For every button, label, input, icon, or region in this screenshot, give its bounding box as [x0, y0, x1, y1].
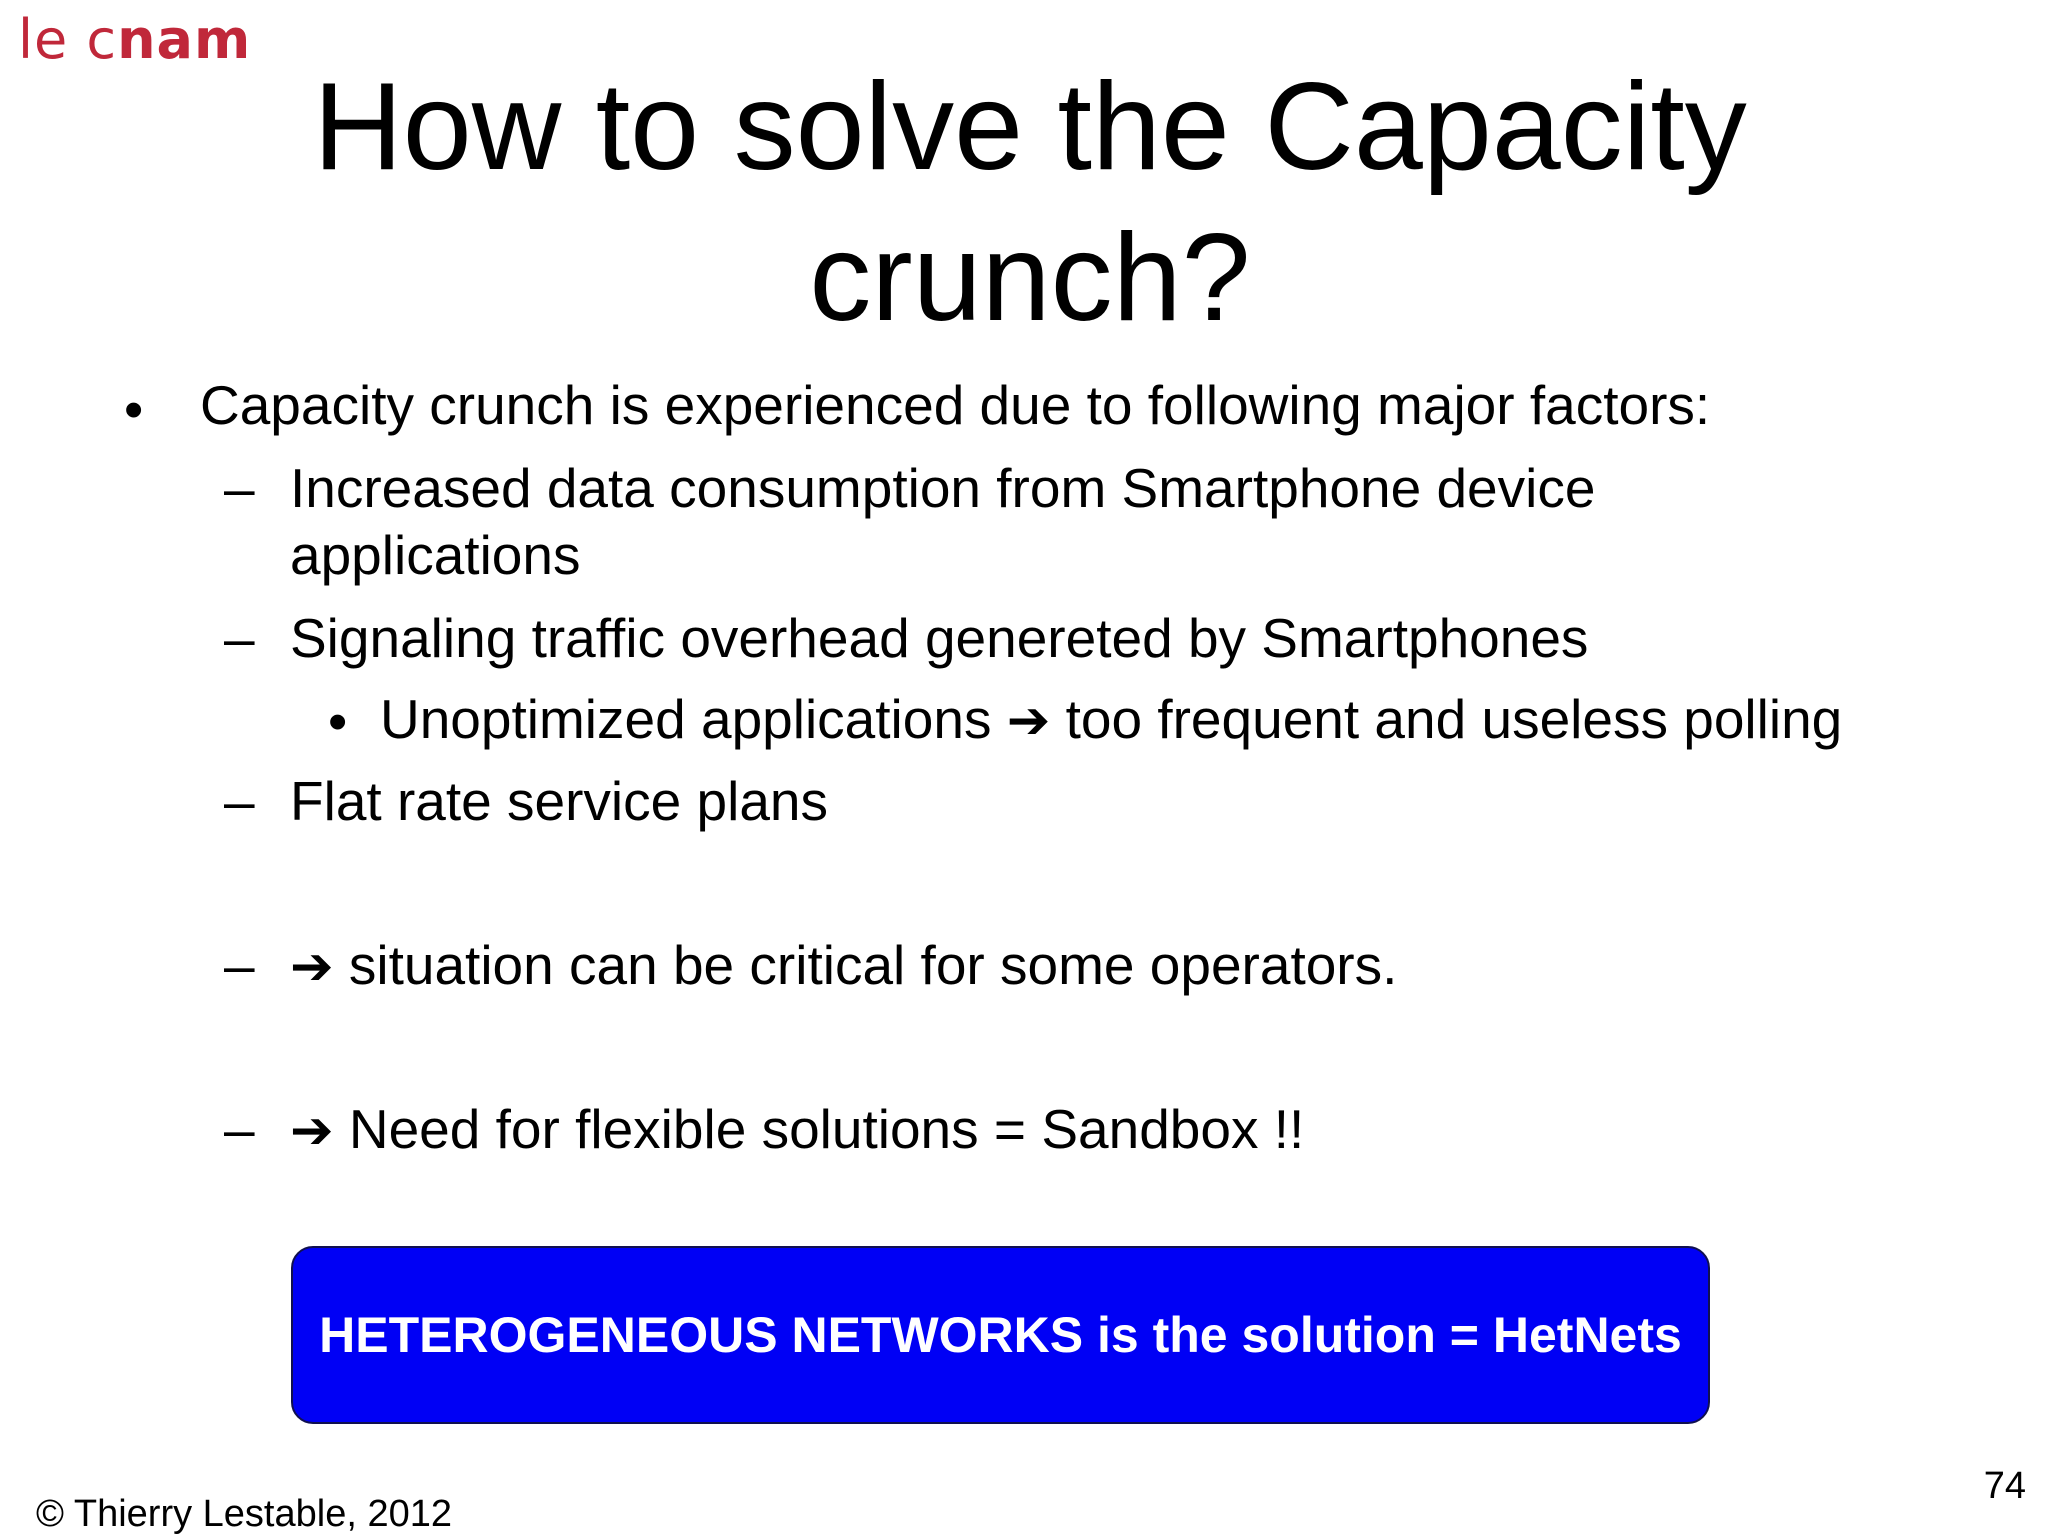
sub-bullet-3: Flat rate service plans [290, 770, 828, 832]
bullet-intro: Capacity crunch is experienced due to following major factors: [200, 374, 1711, 436]
sub-bullet-1-line-2: applications [290, 524, 581, 586]
dash-marker: – [224, 770, 255, 832]
logo-part-1: le c [18, 8, 118, 71]
sub-sub-bullet-1 [380, 686, 1842, 754]
sub-bullet-2: Signaling traffic overhead genereted by Smartphones [290, 607, 1589, 669]
sub-sub-bullet-text-after: too frequent and useless polling [1065, 688, 1843, 750]
callout-text: HETEROGENEOUS NETWORKS is the solution = HetNets [319, 1307, 1682, 1363]
sub-bullet-4 [290, 932, 1397, 1000]
logo-part-2: nam [117, 8, 252, 71]
arrow-right-icon: ➔ [290, 1101, 334, 1161]
dash-marker: – [224, 1098, 255, 1160]
bullet-marker: • [328, 690, 348, 752]
sub-bullet-1-line-1: Increased data consumption from Smartphone device [290, 457, 1596, 519]
dash-marker: – [224, 457, 255, 519]
dash-marker: – [224, 607, 255, 669]
sub-bullet-5-text: Need for flexible solutions = Sandbox !! [348, 1098, 1305, 1160]
sub-bullet-5 [290, 1096, 1304, 1164]
sub-sub-bullet-text-before: Unoptimized applications [380, 688, 992, 750]
dash-marker: – [224, 934, 255, 996]
bullet-marker: • [124, 378, 144, 440]
copyright-footer: © Thierry Lestable, 2012 [36, 1493, 452, 1535]
slide-title: How to solve the Capacity crunch? [313, 58, 1747, 347]
arrow-right-icon: ➔ [290, 937, 334, 997]
sub-bullet-4-text: situation can be critical for some operators. [348, 934, 1398, 996]
page-number: 74 [1983, 1465, 2026, 1507]
hetnets-callout-box [291, 1246, 1710, 1424]
arrow-right-icon: ➔ [1006, 691, 1051, 751]
